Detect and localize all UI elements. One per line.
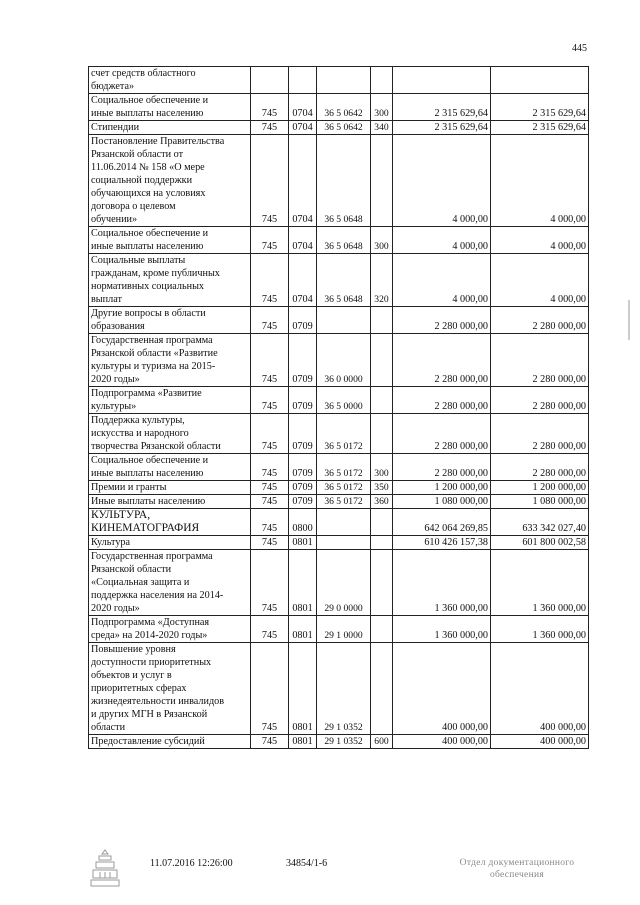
amount-year-1: 4 000,00	[393, 254, 491, 307]
budget-item-name: Поддержка культуры, искусства и народного творчества Рязанской области	[89, 414, 251, 454]
amount-year-2: 2 280 000,00	[491, 454, 589, 481]
expense-type-code	[371, 509, 393, 536]
section-code: 0709	[289, 414, 317, 454]
target-article-code: 36 5 0172	[317, 414, 371, 454]
table-row	[89, 67, 589, 94]
amount-year-2: 1 200 000,00	[491, 481, 589, 495]
amount-year-2: 400 000,00	[491, 643, 589, 735]
ministry-code: 745	[251, 616, 289, 643]
table-row	[89, 735, 589, 749]
coat-of-arms-emblem	[88, 848, 122, 888]
target-article-code: 36 5 0642	[317, 94, 371, 121]
table-row	[89, 616, 589, 643]
table-row	[89, 254, 589, 307]
table-row	[89, 121, 589, 135]
amount-year-1: 1 360 000,00	[393, 616, 491, 643]
budget-table	[88, 66, 589, 749]
target-article-code: 29 1 0000	[317, 616, 371, 643]
target-article-code: 36 5 0172	[317, 454, 371, 481]
table-row	[89, 135, 589, 227]
target-article-code	[317, 307, 371, 334]
page-number: 445	[572, 43, 587, 54]
expense-type-code	[371, 643, 393, 735]
section-code: 0709	[289, 495, 317, 509]
document-id: 34854/1-6	[286, 858, 328, 869]
amount-year-1: 400 000,00	[393, 643, 491, 735]
amount-year-1: 642 064 269,85	[393, 509, 491, 536]
amount-year-1: 2 280 000,00	[393, 307, 491, 334]
budget-item-name: Государственная программа Рязанской области «Развитие культуры и туризма на 2015- 2020 годы»	[89, 334, 251, 387]
ministry-code: 745	[251, 454, 289, 481]
expense-type-code	[371, 550, 393, 616]
expense-type-code: 320	[371, 254, 393, 307]
target-article-code: 36 5 0648	[317, 227, 371, 254]
table-row	[89, 414, 589, 454]
budget-item-name: Социальное обеспечение и иные выплаты населению	[89, 94, 251, 121]
amount-year-2	[491, 67, 589, 94]
amount-year-2: 1 080 000,00	[491, 495, 589, 509]
ministry-code: 745	[251, 550, 289, 616]
ministry-code: 745	[251, 334, 289, 387]
ministry-code: 745	[251, 414, 289, 454]
section-code: 0704	[289, 254, 317, 307]
ministry-code: 745	[251, 254, 289, 307]
budget-item-name: Иные выплаты населению	[89, 495, 251, 509]
budget-item-name: Культура	[89, 536, 251, 550]
amount-year-1: 4 000,00	[393, 135, 491, 227]
expense-type-code	[371, 334, 393, 387]
amount-year-2: 4 000,00	[491, 227, 589, 254]
amount-year-1: 2 315 629,64	[393, 121, 491, 135]
table-row	[89, 550, 589, 616]
section-code: 0801	[289, 735, 317, 749]
target-article-code: 29 1 0352	[317, 643, 371, 735]
expense-type-code: 340	[371, 121, 393, 135]
budget-item-name: Постановление Правительства Рязанской области от 11.06.2014 № 158 «О мере социальной поддержки обучающихся на условиях договора о целевом обучении»	[89, 135, 251, 227]
amount-year-2: 2 280 000,00	[491, 307, 589, 334]
expense-type-code: 300	[371, 94, 393, 121]
ministry-code: 745	[251, 536, 289, 550]
ministry-code	[251, 67, 289, 94]
amount-year-2: 2 280 000,00	[491, 414, 589, 454]
section-code: 0704	[289, 94, 317, 121]
target-article-code: 29 0 0000	[317, 550, 371, 616]
budget-item-name: Стипендии	[89, 121, 251, 135]
amount-year-2: 1 360 000,00	[491, 550, 589, 616]
budget-item-name: Социальное обеспечение и иные выплаты населению	[89, 227, 251, 254]
ministry-code: 745	[251, 94, 289, 121]
target-article-code: 36 5 0172	[317, 481, 371, 495]
table-row	[89, 536, 589, 550]
department-stamp: Отдел документационного обеспечения	[459, 858, 575, 880]
target-article-code: 36 0 0000	[317, 334, 371, 387]
print-timestamp: 11.07.2016 12:26:00	[150, 858, 233, 869]
ministry-code: 745	[251, 735, 289, 749]
ministry-code: 745	[251, 643, 289, 735]
ministry-code: 745	[251, 121, 289, 135]
amount-year-2: 601 800 002,58	[491, 536, 589, 550]
budget-item-name: Другие вопросы в области образования	[89, 307, 251, 334]
section-code	[289, 67, 317, 94]
table-row	[89, 307, 589, 334]
target-article-code	[317, 536, 371, 550]
section-code: 0801	[289, 643, 317, 735]
amount-year-1: 2 280 000,00	[393, 334, 491, 387]
ministry-code: 745	[251, 495, 289, 509]
section-code: 0801	[289, 536, 317, 550]
expense-type-code	[371, 135, 393, 227]
table-row	[89, 227, 589, 254]
amount-year-2: 2 280 000,00	[491, 387, 589, 414]
amount-year-2: 1 360 000,00	[491, 616, 589, 643]
table-row	[89, 495, 589, 509]
section-code: 0709	[289, 481, 317, 495]
budget-item-name: Социальные выплаты гражданам, кроме публичных нормативных социальных выплат	[89, 254, 251, 307]
expense-type-code: 600	[371, 735, 393, 749]
table-row	[89, 334, 589, 387]
amount-year-2: 4 000,00	[491, 135, 589, 227]
amount-year-2: 400 000,00	[491, 735, 589, 749]
ministry-code: 745	[251, 387, 289, 414]
budget-item-name: Государственная программа Рязанской области «Социальная защита и поддержка населения на 2014- 2020 годы»	[89, 550, 251, 616]
ministry-code: 745	[251, 135, 289, 227]
section-code: 0704	[289, 227, 317, 254]
table-row	[89, 94, 589, 121]
section-code: 0801	[289, 616, 317, 643]
amount-year-1: 2 280 000,00	[393, 387, 491, 414]
amount-year-1	[393, 67, 491, 94]
amount-year-1: 1 080 000,00	[393, 495, 491, 509]
budget-item-name: счет средств областного бюджета»	[89, 67, 251, 94]
target-article-code: 36 5 0648	[317, 254, 371, 307]
ministry-code: 745	[251, 307, 289, 334]
amount-year-1: 2 280 000,00	[393, 414, 491, 454]
amount-year-1: 1 200 000,00	[393, 481, 491, 495]
section-code: 0801	[289, 550, 317, 616]
ministry-code: 745	[251, 509, 289, 536]
section-code: 0800	[289, 509, 317, 536]
section-code: 0709	[289, 334, 317, 387]
expense-type-code: 300	[371, 227, 393, 254]
expense-type-code	[371, 67, 393, 94]
section-code: 0704	[289, 121, 317, 135]
amount-year-1: 2 280 000,00	[393, 454, 491, 481]
target-article-code: 36 5 0172	[317, 495, 371, 509]
budget-item-name: Повышение уровня доступности приоритетных объектов и услуг в приоритетных сферах жизнедеятельности инвалидов и других МГН в Рязанской области	[89, 643, 251, 735]
amount-year-2: 2 280 000,00	[491, 334, 589, 387]
budget-item-name: Подпрограмма «Доступная среда» на 2014-2020 годы»	[89, 616, 251, 643]
budget-item-name: КУЛЬТУРА, КИНЕМАТОГРАФИЯ	[89, 509, 251, 536]
expense-type-code: 350	[371, 481, 393, 495]
amount-year-1: 2 315 629,64	[393, 94, 491, 121]
budget-item-name: Подпрограмма «Развитие культуры»	[89, 387, 251, 414]
budget-item-name: Предоставление субсидий	[89, 735, 251, 749]
expense-type-code	[371, 307, 393, 334]
budget-item-name: Премии и гранты	[89, 481, 251, 495]
expense-type-code	[371, 536, 393, 550]
ministry-code: 745	[251, 481, 289, 495]
expense-type-code	[371, 414, 393, 454]
amount-year-2: 633 342 027,40	[491, 509, 589, 536]
table-row	[89, 509, 589, 536]
table-row	[89, 387, 589, 414]
section-code: 0709	[289, 454, 317, 481]
amount-year-2: 4 000,00	[491, 254, 589, 307]
section-code: 0709	[289, 387, 317, 414]
table-row	[89, 643, 589, 735]
target-article-code	[317, 67, 371, 94]
expense-type-code	[371, 616, 393, 643]
amount-year-2: 2 315 629,64	[491, 94, 589, 121]
amount-year-1: 610 426 157,38	[393, 536, 491, 550]
target-article-code: 36 5 0642	[317, 121, 371, 135]
amount-year-2: 2 315 629,64	[491, 121, 589, 135]
table-row	[89, 454, 589, 481]
amount-year-1: 4 000,00	[393, 227, 491, 254]
expense-type-code: 360	[371, 495, 393, 509]
table-row	[89, 481, 589, 495]
ministry-code: 745	[251, 227, 289, 254]
section-code: 0709	[289, 307, 317, 334]
amount-year-1: 400 000,00	[393, 735, 491, 749]
scan-edge-mark	[628, 300, 630, 340]
target-article-code	[317, 509, 371, 536]
expense-type-code: 300	[371, 454, 393, 481]
expense-type-code	[371, 387, 393, 414]
target-article-code: 36 5 0000	[317, 387, 371, 414]
target-article-code: 29 1 0352	[317, 735, 371, 749]
target-article-code: 36 5 0648	[317, 135, 371, 227]
budget-item-name: Социальное обеспечение и иные выплаты населению	[89, 454, 251, 481]
section-code: 0704	[289, 135, 317, 227]
amount-year-1: 1 360 000,00	[393, 550, 491, 616]
